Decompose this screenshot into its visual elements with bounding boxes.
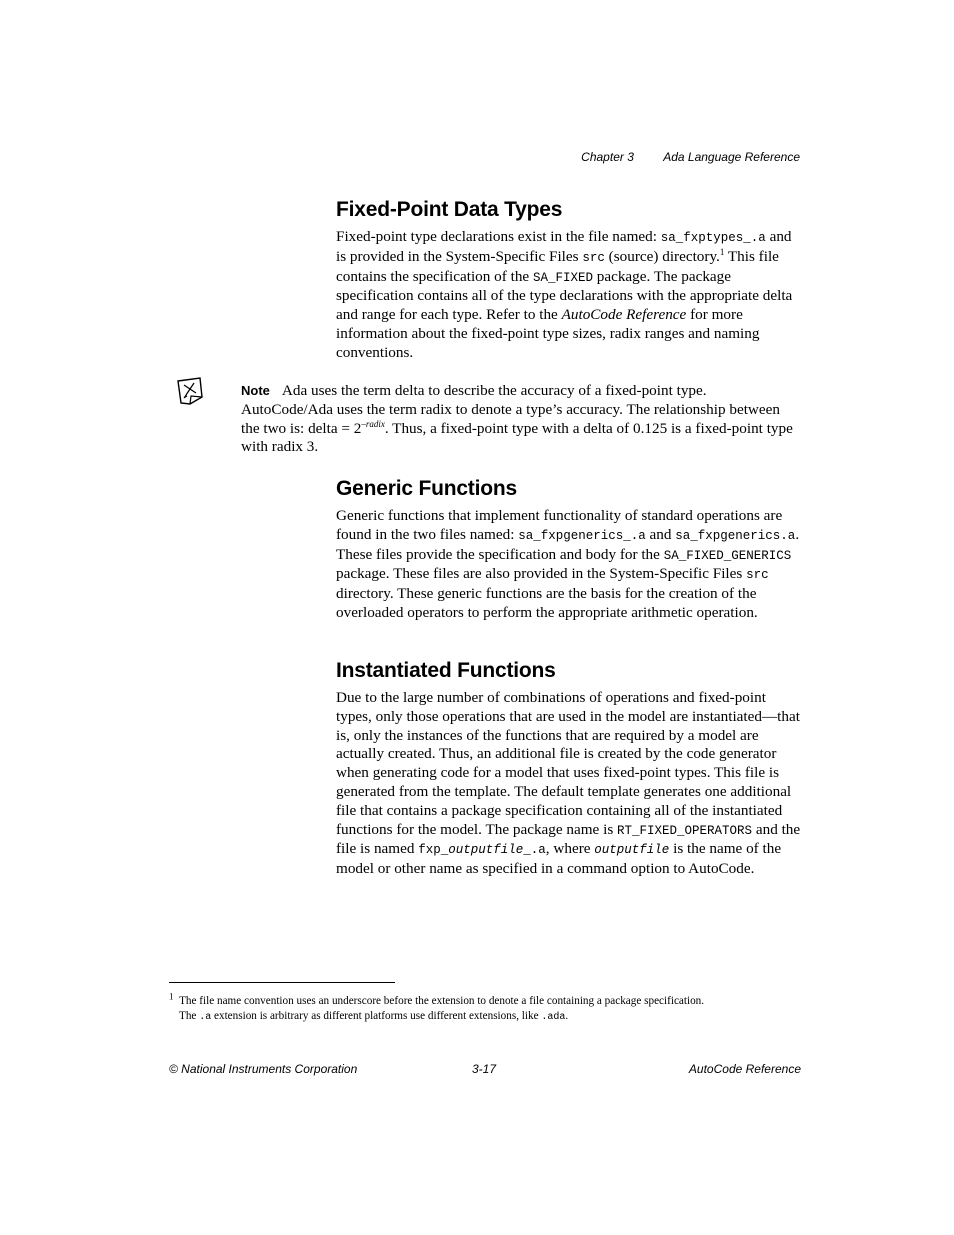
note-text	[241, 382, 801, 457]
section-body	[336, 228, 802, 363]
text: and	[645, 525, 676, 543]
code-package: SA_FIXED_GENERICS	[663, 548, 792, 563]
code-placeholder: outputfile	[448, 843, 524, 858]
text: and the file is named	[336, 820, 801, 858]
footnote-ref[interactable]: 1	[719, 246, 725, 257]
text: Ada uses the term delta to describe the accuracy of a fixed-point type. AutoCode/Ada uses the term radix to denote a type’s accuracy. The relationship between the two is: delta = 2	[241, 382, 780, 437]
text: Fixed-point type declarations exist in the file named:	[336, 228, 661, 245]
text: for more information about the fixed-point type sizes, radix ranges and naming conventions.	[336, 306, 760, 361]
text: .	[565, 1010, 569, 1022]
code-filename	[418, 843, 546, 857]
text: . Thus, a fixed-point type with a delta of 0.125 is a fixed-point type with radix 3.	[241, 419, 793, 456]
text: directory. These generic functions are the basis for the creation of the overloaded operators to perform the appropriate arithmetic operation.	[336, 585, 758, 621]
section-heading: Instantiated Functions	[336, 659, 556, 682]
text: package. The package specification contains all of the type declarations with the appropriate delta and range for each type. Refer to the	[336, 267, 793, 324]
code-filename: sa_fxptypes_.a	[660, 231, 766, 245]
section-instantiated-functions	[336, 659, 802, 879]
text: . These files provide the specification and body for the	[336, 525, 800, 563]
section-heading: Fixed-Point Data Types	[336, 198, 563, 221]
footer-book-title: AutoCode Reference	[688, 1062, 801, 1076]
footnote-divider	[169, 982, 395, 983]
text: The	[179, 1010, 200, 1022]
text: Due to the large number of combinations of operations and fixed-point types, only those operations that are used in the model are instantiated—that is, only the instances of the functions that are required by a model are actually created. Thus, an additional file is created by the code generator when generating code for a model that uses fixed-point types. This file is generated from the template. The default template generates one additional file that contains a package specification containing all of the instantiated functions for the model. The package name is	[336, 689, 800, 838]
text: (source) directory.	[604, 247, 720, 265]
code-dirname: src	[746, 568, 769, 583]
section-heading: Generic Functions	[336, 477, 517, 500]
code-filename: sa_fxpgenerics.a	[675, 528, 796, 543]
text: This file contains the specification of the	[336, 247, 779, 285]
footnote-line-1	[169, 991, 789, 1009]
reference-title: AutoCode Reference	[561, 306, 687, 324]
running-header	[581, 150, 800, 164]
chapter-title: Ada Language Reference	[663, 150, 800, 164]
text: is the name of the model or other name as specified in a command option to AutoCode.	[336, 840, 782, 878]
code-filename: sa_fxpgenerics_.a	[518, 528, 646, 543]
note-pencil-icon	[176, 377, 206, 407]
note-label: Note	[241, 383, 270, 398]
code-placeholder: outputfile	[594, 843, 670, 858]
section-body	[336, 507, 802, 623]
code-dirname: src	[582, 250, 605, 265]
code-extension: .a	[199, 1012, 212, 1023]
text: , where	[545, 840, 595, 858]
page-number: 3-17	[472, 1062, 497, 1076]
text: The file name convention uses an underscore before the extension to denote a file containing a package specification.	[179, 995, 705, 1007]
section-body	[336, 689, 802, 879]
code-extension: .ada	[541, 1012, 566, 1023]
code-package: RT_FIXED_OPERATORS	[617, 823, 753, 838]
footer-copyright: © National Instruments Corporation	[169, 1062, 358, 1076]
footnote-number: 1	[169, 991, 174, 1002]
text: extension is arbitrary as different platforms use different extensions, like	[211, 1010, 542, 1022]
footnote-line-2	[169, 1009, 789, 1025]
text: package. These files are also provided in the System-Specific Files	[336, 565, 747, 583]
chapter-label: Chapter 3	[581, 150, 634, 164]
code-package: SA_FIXED	[532, 270, 593, 285]
code-part: fxp_	[418, 843, 449, 858]
section-fixed-point-data-types	[336, 198, 802, 363]
code-part: _.a	[523, 843, 546, 858]
section-generic-functions	[336, 477, 802, 623]
text: Generic functions that implement functionality of standard operations are found in the two files named:	[336, 507, 783, 543]
text: and is provided in the System-Specific Files	[336, 228, 792, 265]
footnote	[169, 991, 789, 1025]
exponent: –radix	[361, 418, 385, 429]
